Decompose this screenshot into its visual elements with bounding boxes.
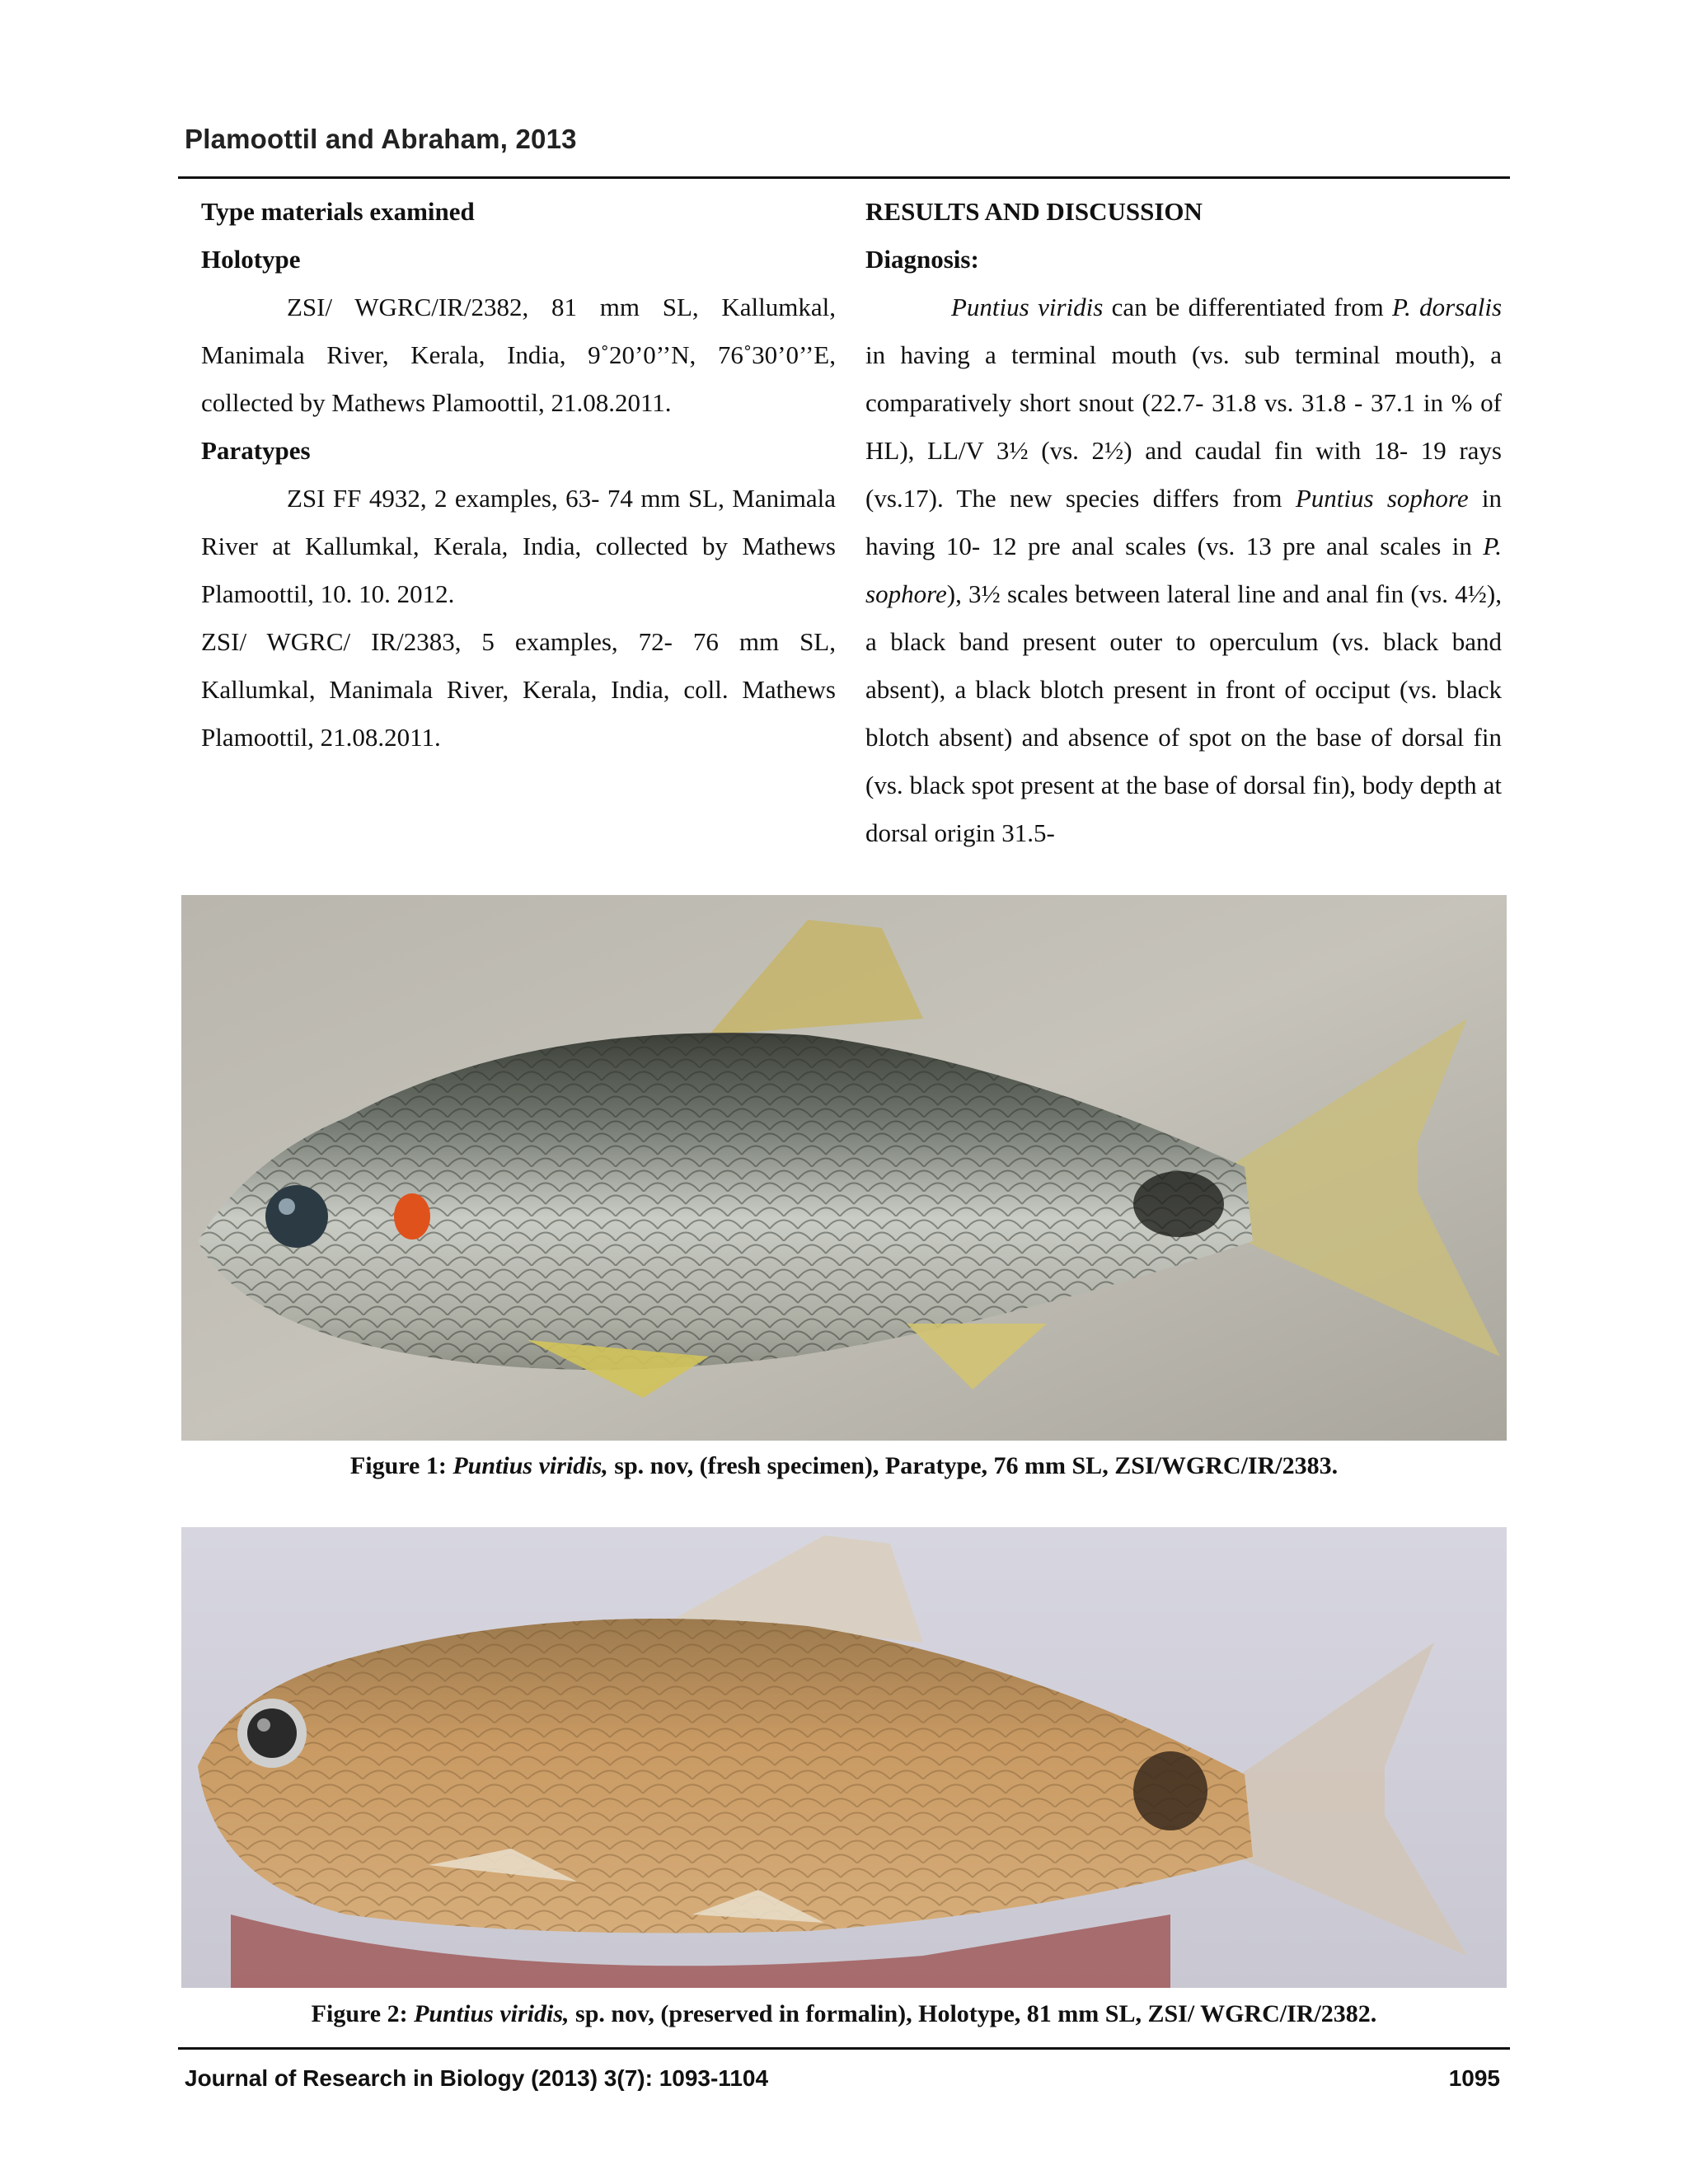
species-name: P. dorsalis [1392, 293, 1503, 321]
operculum-red-spot [394, 1193, 430, 1240]
header-rule [178, 176, 1510, 179]
species-name: Puntius viridis, [414, 2000, 570, 2027]
diagnosis-paragraph [865, 284, 1502, 857]
species-name: Puntius viridis [951, 293, 1104, 321]
type-materials-heading: Type materials examined [201, 197, 475, 226]
fish-fresh-illustration [181, 895, 1507, 1441]
footer-rule [178, 2047, 1510, 2050]
figure-label: Figure 1: [349, 1452, 447, 1479]
fish-eye [265, 1185, 328, 1248]
holotype-heading: Holotype [201, 245, 301, 274]
figure-1-photo [181, 895, 1507, 1441]
diagnosis-text: in having 10- 12 pre anal scales (vs. 13 pre anal scales in [865, 484, 1502, 560]
caudal-spot [1133, 1751, 1207, 1830]
fish-preserved-illustration [181, 1527, 1507, 1988]
results-heading: RESULTS AND DISCUSSION [865, 197, 1203, 226]
diagnosis-text: can be differentiated from [1103, 293, 1393, 321]
species-name: Puntius viridis, [452, 1452, 608, 1479]
left-column [201, 188, 836, 762]
figure-label: Figure 2: [311, 2000, 408, 2027]
diagnosis-text: in having a terminal mouth (vs. sub terminal mouth), a comparatively short snout (22.7- 31.8 vs. 31.8 - 37.1 in % of HL), LL/V 3½ (vs. 2½) and caudal fin with 18- 19 rays (vs.17). The new species differs from [865, 340, 1502, 513]
caudal-spot [1133, 1171, 1224, 1237]
figure-2-caption [178, 2000, 1510, 2028]
caption-text: sp. nov, (fresh specimen), Paratype, 76 mm SL, ZSI/WGRC/IR/2383. [607, 1452, 1339, 1479]
paratype-paragraph-2: ZSI/ WGRC/ IR/2383, 5 examples, 72- 76 mm SL, Kallumkal, Manimala River, Kerala, India, coll. Mathews Plamoottil, 21.08.2011. [201, 627, 836, 752]
figure-1-caption [178, 1452, 1510, 1480]
diagnosis-text: ), 3½ scales between lateral line and anal fin (vs. 4½), a black band present outer to operculum (vs. black band absent), a black blotch present in front of occiput (vs. black blotch absent) and absence of spot on the base of dorsal fin (vs. black spot present at the base of dorsal fin), body depth at dorsal origin 31.5- [865, 579, 1502, 847]
right-column [865, 188, 1502, 857]
species-name: Puntius sophore [1295, 484, 1469, 513]
paratype-paragraph-1: ZSI FF 4932, 2 examples, 63- 74 mm SL, Manimala River at Kallumkal, Kerala, India, collected by Mathews Plamoottil, 10. 10. 2012. [201, 484, 836, 608]
running-head: Plamoottil and Abraham, 2013 [185, 124, 577, 154]
paratypes-heading: Paratypes [201, 436, 311, 465]
caption-text: sp. nov, (preserved in formalin), Holotype, 81 mm SL, ZSI/ WGRC/IR/2382. [569, 2000, 1377, 2027]
page-number: 1095 [1448, 2065, 1500, 2091]
journal-citation: Journal of Research in Biology (2013) 3(7): 1093-1104 [185, 2065, 769, 2091]
holotype-paragraph: ZSI/ WGRC/IR/2382, 81 mm SL, Kallumkal, Manimala River, Kerala, India, 9˚20’0’’N, 76˚30’0’’E, collected by Mathews Plamoottil, 21.08.2011. [201, 293, 836, 417]
figure-2-photo [181, 1527, 1507, 1988]
page-footer [185, 2065, 1500, 2092]
species-name: P. sophore [865, 532, 1502, 608]
diagnosis-heading: Diagnosis: [865, 245, 979, 274]
